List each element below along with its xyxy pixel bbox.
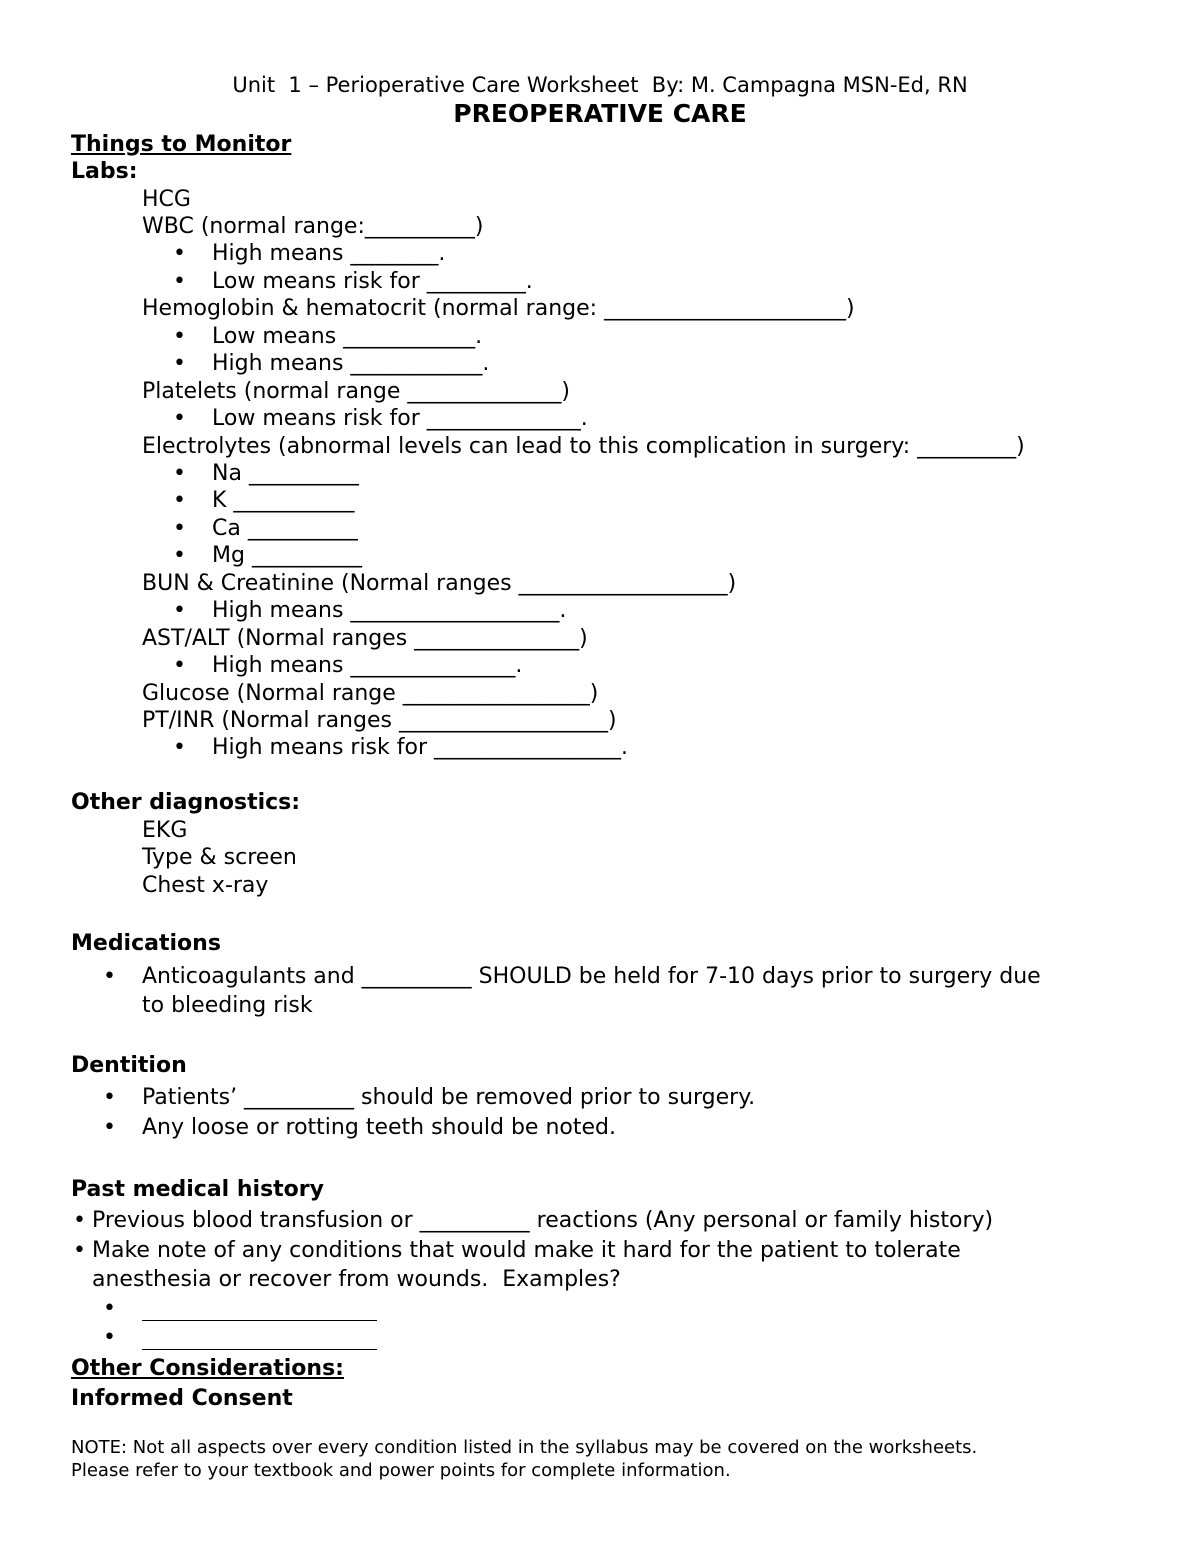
lab-pt-inr-high: High means risk for _________________. <box>212 735 628 760</box>
note-line1: NOTE: Not all aspects over every condition listed in the syllabus may be covered on the worksheets. <box>71 1437 978 1458</box>
things-to-monitor-heading: Things to Monitor <box>71 132 292 157</box>
lab-mg: Mg __________ <box>212 543 362 568</box>
other-considerations-heading: Other Considerations: <box>71 1356 344 1381</box>
bullet-icon: • <box>173 269 186 294</box>
page-title: PREOPERATIVE CARE <box>453 99 747 128</box>
bullet-icon: • <box>103 1115 116 1140</box>
dentition-item-dentures: Patients’ __________ should be removed prior to surgery. <box>142 1085 756 1110</box>
medications-item-line1: Anticoagulants and __________ SHOULD be held for 7-10 days prior to surgery due <box>142 964 1041 989</box>
dx-chest-xray: Chest x-ray <box>142 873 269 898</box>
pmh-item-conditions-line1: Make note of any conditions that would make it hard for the patient to tolerate <box>92 1238 961 1263</box>
lab-pt-inr: PT/INR (Normal ranges ___________________) <box>142 708 617 733</box>
dentition-item-teeth: Any loose or rotting teeth should be noted. <box>142 1115 616 1140</box>
lab-platelets-low: Low means risk for ______________. <box>212 406 588 431</box>
bullet-icon: • <box>173 598 186 623</box>
bullet-icon: • <box>173 324 186 349</box>
bullet-icon: • <box>173 241 186 266</box>
medications-heading: Medications <box>71 931 221 956</box>
bullet-icon: • <box>103 1325 116 1350</box>
bullet-icon: • <box>173 735 186 760</box>
pmh-item-conditions-line2: anesthesia or recover from wounds. Examples? <box>92 1267 621 1292</box>
informed-consent-heading: Informed Consent <box>71 1386 293 1411</box>
note-line2: Please refer to your textbook and power points for complete information. <box>71 1460 731 1481</box>
bullet-icon: • <box>103 1085 116 1110</box>
lab-bun-high: High means ___________________. <box>212 598 567 623</box>
lab-glucose: Glucose (Normal range _________________) <box>142 681 599 706</box>
bullet-icon: • <box>103 964 116 989</box>
lab-hgb-low: Low means ____________. <box>212 324 483 349</box>
pmh-item-transfusion: Previous blood transfusion or __________ reactions (Any personal or family history) <box>92 1208 994 1233</box>
example-blank-line <box>142 1349 377 1350</box>
lab-k: K ___________ <box>212 488 355 513</box>
bullet-icon: • <box>103 1296 116 1321</box>
dx-type-screen: Type & screen <box>142 845 297 870</box>
medications-item-line2: to bleeding risk <box>142 993 313 1018</box>
lab-hgb-high: High means ____________. <box>212 351 490 376</box>
lab-hcg: HCG <box>142 187 191 212</box>
lab-wbc-high: High means ________. <box>212 241 446 266</box>
lab-bun: BUN & Creatinine (Normal ranges ___________________) <box>142 571 737 596</box>
example-blank-line <box>142 1320 377 1321</box>
lab-hgb: Hemoglobin & hematocrit (normal range: ______________________) <box>142 296 855 321</box>
bullet-icon: • <box>173 351 186 376</box>
lab-platelets: Platelets (normal range ______________) <box>142 379 570 404</box>
lab-na: Na __________ <box>212 461 359 486</box>
dentition-heading: Dentition <box>71 1053 187 1078</box>
past-medical-history-heading: Past medical history <box>71 1177 324 1202</box>
dx-ekg: EKG <box>142 818 188 843</box>
bullet-icon: • <box>73 1238 86 1263</box>
lab-ast-high: High means _______________. <box>212 653 523 678</box>
bullet-icon: • <box>73 1208 86 1233</box>
bullet-icon: • <box>173 653 186 678</box>
lab-wbc-low: Low means risk for _________. <box>212 269 533 294</box>
lab-wbc: WBC (normal range:__________) <box>142 214 484 239</box>
bullet-icon: • <box>173 406 186 431</box>
bullet-icon: • <box>173 461 186 486</box>
lab-ast-alt: AST/ALT (Normal ranges _______________) <box>142 626 588 651</box>
document-header: Unit 1 – Perioperative Care Worksheet By: M. Campagna MSN-Ed, RN <box>232 73 968 97</box>
bullet-icon: • <box>173 516 186 541</box>
bullet-icon: • <box>173 543 186 568</box>
bullet-icon: • <box>173 488 186 513</box>
lab-electrolytes: Electrolytes (abnormal levels can lead to this complication in surgery: _________) <box>142 434 1025 459</box>
labs-heading: Labs: <box>71 159 138 184</box>
lab-ca: Ca __________ <box>212 516 358 541</box>
other-diagnostics-heading: Other diagnostics: <box>71 790 301 815</box>
